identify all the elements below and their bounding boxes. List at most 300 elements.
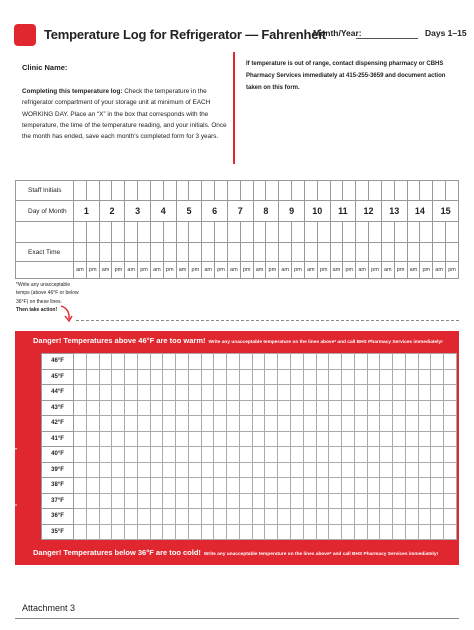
log-cell[interactable] [99,181,112,201]
temperature-cell[interactable] [393,462,406,478]
temperature-cell[interactable] [405,524,418,540]
temperature-cell[interactable] [239,400,252,416]
temperature-cell[interactable] [227,369,240,385]
log-cell[interactable] [292,243,305,262]
temperature-cell[interactable] [201,400,214,416]
temperature-cell[interactable] [214,478,227,494]
temperature-cell[interactable] [354,416,367,432]
temperature-cell[interactable] [125,431,138,447]
temperature-cell[interactable] [291,400,304,416]
temperature-cell[interactable] [444,478,457,494]
temperature-cell[interactable] [214,447,227,463]
log-cell[interactable] [356,243,369,262]
log-cell[interactable] [202,181,215,201]
temperature-cell[interactable] [137,431,150,447]
temperature-cell[interactable] [265,354,278,370]
temperature-cell[interactable] [431,447,444,463]
temperature-cell[interactable] [214,354,227,370]
log-cell[interactable] [125,181,138,201]
log-cell[interactable] [446,181,459,201]
temperature-cell[interactable] [137,493,150,509]
temperature-cell[interactable] [188,478,201,494]
temperature-cell[interactable] [431,369,444,385]
temperature-cell[interactable] [405,462,418,478]
log-cell[interactable] [74,243,87,262]
temperature-cell[interactable] [367,493,380,509]
temperature-cell[interactable] [444,447,457,463]
temperature-cell[interactable] [380,462,393,478]
temperature-cell[interactable] [303,431,316,447]
log-cell[interactable] [86,181,99,201]
log-cell[interactable] [292,181,305,201]
temperature-cell[interactable] [444,524,457,540]
temperature-cell[interactable] [239,369,252,385]
temperature-cell[interactable] [214,462,227,478]
temperature-cell[interactable] [252,385,265,401]
temperature-cell[interactable] [176,416,189,432]
log-cell[interactable] [446,243,459,262]
temperature-cell[interactable] [342,524,355,540]
temperature-cell[interactable] [278,447,291,463]
temperature-cell[interactable] [176,385,189,401]
temperature-cell[interactable] [137,369,150,385]
temperature-cell[interactable] [303,385,316,401]
temperature-cell[interactable] [278,493,291,509]
temperature-cell[interactable] [188,431,201,447]
temperature-cell[interactable] [201,354,214,370]
temperature-cell[interactable] [291,447,304,463]
temperature-cell[interactable] [214,524,227,540]
temperature-cell[interactable] [380,385,393,401]
temperature-cell[interactable] [125,524,138,540]
temperature-cell[interactable] [354,509,367,525]
log-cell[interactable] [189,181,202,201]
temperature-cell[interactable] [444,369,457,385]
temperature-cell[interactable] [201,385,214,401]
temperature-cell[interactable] [418,400,431,416]
temperature-cell[interactable] [86,462,99,478]
temperature-cell[interactable] [112,447,125,463]
temperature-cell[interactable] [354,354,367,370]
log-cell[interactable] [420,181,433,201]
log-cell[interactable] [215,243,228,262]
temperature-cell[interactable] [329,416,342,432]
temperature-cell[interactable] [405,493,418,509]
temperature-cell[interactable] [444,509,457,525]
temperature-cell[interactable] [265,416,278,432]
temperature-cell[interactable] [444,462,457,478]
temperature-cell[interactable] [74,524,87,540]
temperature-cell[interactable] [342,493,355,509]
temperature-cell[interactable] [176,493,189,509]
temperature-cell[interactable] [227,400,240,416]
temperature-cell[interactable] [265,509,278,525]
temperature-cell[interactable] [291,493,304,509]
temperature-cell[interactable] [239,385,252,401]
log-cell[interactable] [330,181,343,201]
temperature-cell[interactable] [393,416,406,432]
temperature-cell[interactable] [431,462,444,478]
temperature-cell[interactable] [393,478,406,494]
temperature-cell[interactable] [405,385,418,401]
log-cell[interactable] [304,222,317,243]
log-cell[interactable] [394,243,407,262]
temperature-cell[interactable] [354,400,367,416]
temperature-cell[interactable] [252,400,265,416]
log-cell[interactable] [86,222,99,243]
temperature-cell[interactable] [99,509,112,525]
temperature-cell[interactable] [86,431,99,447]
log-cell[interactable] [253,181,266,201]
temperature-cell[interactable] [291,431,304,447]
temperature-cell[interactable] [137,416,150,432]
temperature-cell[interactable] [354,493,367,509]
temperature-cell[interactable] [99,524,112,540]
temperature-cell[interactable] [99,416,112,432]
temperature-cell[interactable] [163,354,176,370]
temperature-cell[interactable] [291,385,304,401]
temperature-cell[interactable] [214,369,227,385]
temperature-cell[interactable] [227,493,240,509]
temperature-cell[interactable] [150,509,163,525]
log-cell[interactable] [356,181,369,201]
temperature-cell[interactable] [278,369,291,385]
temperature-cell[interactable] [303,354,316,370]
temperature-cell[interactable] [99,478,112,494]
log-cell[interactable] [99,222,112,243]
temperature-cell[interactable] [405,369,418,385]
temperature-cell[interactable] [227,431,240,447]
temperature-cell[interactable] [329,447,342,463]
temperature-cell[interactable] [405,416,418,432]
temperature-cell[interactable] [137,524,150,540]
temperature-cell[interactable] [176,400,189,416]
log-cell[interactable] [112,181,125,201]
temperature-cell[interactable] [380,478,393,494]
log-cell[interactable] [74,181,87,201]
temperature-cell[interactable] [150,369,163,385]
temperature-cell[interactable] [112,385,125,401]
temperature-cell[interactable] [112,509,125,525]
temperature-cell[interactable] [239,462,252,478]
temperature-cell[interactable] [150,462,163,478]
temperature-cell[interactable] [112,416,125,432]
temperature-cell[interactable] [431,509,444,525]
temperature-cell[interactable] [431,478,444,494]
temperature-cell[interactable] [239,478,252,494]
temperature-cell[interactable] [354,524,367,540]
temperature-cell[interactable] [227,416,240,432]
temperature-cell[interactable] [431,416,444,432]
temperature-cell[interactable] [163,431,176,447]
temperature-cell[interactable] [393,431,406,447]
temperature-cell[interactable] [278,462,291,478]
temperature-cell[interactable] [303,400,316,416]
temperature-cell[interactable] [418,354,431,370]
temperature-cell[interactable] [74,354,87,370]
temperature-cell[interactable] [329,400,342,416]
temperature-cell[interactable] [112,524,125,540]
temperature-cell[interactable] [278,416,291,432]
log-cell[interactable] [163,222,176,243]
temperature-cell[interactable] [252,493,265,509]
temperature-cell[interactable] [405,447,418,463]
temperature-cell[interactable] [265,431,278,447]
log-cell[interactable] [86,243,99,262]
temperature-cell[interactable] [239,447,252,463]
temperature-cell[interactable] [418,447,431,463]
temperature-cell[interactable] [99,369,112,385]
log-cell[interactable] [112,243,125,262]
temperature-cell[interactable] [150,478,163,494]
temperature-cell[interactable] [418,509,431,525]
temperature-cell[interactable] [354,385,367,401]
temperature-cell[interactable] [163,447,176,463]
temperature-cell[interactable] [252,462,265,478]
temperature-cell[interactable] [380,416,393,432]
temperature-cell[interactable] [74,385,87,401]
log-cell[interactable] [317,222,330,243]
temperature-cell[interactable] [418,416,431,432]
temperature-cell[interactable] [252,416,265,432]
log-cell[interactable] [343,243,356,262]
temperature-cell[interactable] [125,478,138,494]
temperature-cell[interactable] [278,354,291,370]
temperature-cell[interactable] [278,509,291,525]
temperature-cell[interactable] [86,400,99,416]
temperature-cell[interactable] [112,493,125,509]
temperature-cell[interactable] [137,462,150,478]
temperature-cell[interactable] [227,462,240,478]
temperature-cell[interactable] [137,354,150,370]
temperature-cell[interactable] [316,478,329,494]
temperature-cell[interactable] [74,400,87,416]
temperature-cell[interactable] [74,447,87,463]
temperature-cell[interactable] [431,400,444,416]
temperature-cell[interactable] [278,478,291,494]
temperature-cell[interactable] [74,493,87,509]
temperature-cell[interactable] [99,431,112,447]
log-cell[interactable] [150,243,163,262]
log-cell[interactable] [381,243,394,262]
temperature-cell[interactable] [150,400,163,416]
temperature-cell[interactable] [329,369,342,385]
temperature-cell[interactable] [99,385,112,401]
temperature-cell[interactable] [188,416,201,432]
log-cell[interactable] [189,222,202,243]
temperature-cell[interactable] [99,447,112,463]
temperature-cell[interactable] [86,524,99,540]
temperature-cell[interactable] [227,447,240,463]
temperature-cell[interactable] [137,400,150,416]
temperature-cell[interactable] [354,462,367,478]
temperature-cell[interactable] [163,400,176,416]
log-cell[interactable] [420,243,433,262]
temperature-cell[interactable] [291,369,304,385]
temperature-cell[interactable] [125,385,138,401]
temperature-cell[interactable] [418,493,431,509]
log-cell[interactable] [202,222,215,243]
temperature-cell[interactable] [188,385,201,401]
temperature-cell[interactable] [214,493,227,509]
temperature-cell[interactable] [176,478,189,494]
log-cell[interactable] [138,181,151,201]
temperature-cell[interactable] [278,431,291,447]
log-cell[interactable] [253,222,266,243]
temperature-cell[interactable] [367,478,380,494]
temperature-cell[interactable] [367,431,380,447]
temperature-cell[interactable] [291,509,304,525]
temperature-cell[interactable] [303,478,316,494]
temperature-cell[interactable] [239,431,252,447]
temperature-cell[interactable] [86,385,99,401]
temperature-cell[interactable] [201,524,214,540]
temperature-cell[interactable] [163,478,176,494]
temperature-cell[interactable] [99,493,112,509]
temperature-cell[interactable] [380,354,393,370]
temperature-cell[interactable] [393,385,406,401]
temperature-cell[interactable] [201,416,214,432]
temperature-cell[interactable] [86,509,99,525]
temperature-cell[interactable] [125,400,138,416]
temperature-cell[interactable] [316,431,329,447]
temperature-cell[interactable] [201,369,214,385]
temperature-cell[interactable] [112,400,125,416]
temperature-cell[interactable] [393,369,406,385]
temperature-cell[interactable] [239,416,252,432]
log-cell[interactable] [266,243,279,262]
log-cell[interactable] [279,222,292,243]
temperature-cell[interactable] [444,385,457,401]
temperature-cell[interactable] [176,509,189,525]
temperature-cell[interactable] [163,524,176,540]
log-cell[interactable] [279,181,292,201]
temperature-cell[interactable] [86,478,99,494]
month-year-field[interactable] [356,38,418,39]
temperature-cell[interactable] [444,431,457,447]
temperature-cell[interactable] [188,400,201,416]
log-cell[interactable] [279,243,292,262]
log-cell[interactable] [240,243,253,262]
temperature-cell[interactable] [329,509,342,525]
temperature-cell[interactable] [176,524,189,540]
temperature-cell[interactable] [291,524,304,540]
log-cell[interactable] [369,243,382,262]
temperature-cell[interactable] [380,524,393,540]
temperature-cell[interactable] [303,462,316,478]
temperature-cell[interactable] [405,478,418,494]
temperature-cell[interactable] [137,385,150,401]
temperature-cell[interactable] [163,385,176,401]
log-cell[interactable] [99,243,112,262]
temperature-cell[interactable] [431,493,444,509]
temperature-cell[interactable] [354,431,367,447]
log-cell[interactable] [253,243,266,262]
temperature-cell[interactable] [444,354,457,370]
log-cell[interactable] [317,181,330,201]
log-cell[interactable] [343,181,356,201]
temperature-cell[interactable] [303,524,316,540]
temperature-cell[interactable] [291,354,304,370]
temperature-cell[interactable] [163,509,176,525]
temperature-cell[interactable] [418,524,431,540]
temperature-cell[interactable] [367,462,380,478]
temperature-cell[interactable] [303,416,316,432]
temperature-cell[interactable] [278,385,291,401]
unacceptable-temps-line[interactable] [76,320,459,321]
log-cell[interactable] [138,243,151,262]
temperature-cell[interactable] [252,524,265,540]
temperature-cell[interactable] [99,462,112,478]
temperature-cell[interactable] [329,431,342,447]
temperature-cell[interactable] [329,462,342,478]
log-cell[interactable] [266,181,279,201]
log-cell[interactable] [330,222,343,243]
temperature-cell[interactable] [239,509,252,525]
log-cell[interactable] [112,222,125,243]
temperature-cell[interactable] [86,354,99,370]
temperature-cell[interactable] [112,354,125,370]
temperature-cell[interactable] [214,385,227,401]
log-cell[interactable] [150,222,163,243]
temperature-cell[interactable] [74,478,87,494]
log-cell[interactable] [163,243,176,262]
temperature-cell[interactable] [74,509,87,525]
log-cell[interactable] [304,181,317,201]
log-cell[interactable] [125,222,138,243]
temperature-cell[interactable] [316,385,329,401]
temperature-cell[interactable] [239,354,252,370]
temperature-cell[interactable] [291,478,304,494]
temperature-cell[interactable] [125,447,138,463]
temperature-cell[interactable] [444,416,457,432]
temperature-cell[interactable] [418,385,431,401]
temperature-cell[interactable] [380,493,393,509]
temperature-cell[interactable] [150,447,163,463]
log-cell[interactable] [215,181,228,201]
temperature-cell[interactable] [176,447,189,463]
temperature-cell[interactable] [367,509,380,525]
temperature-cell[interactable] [303,493,316,509]
temperature-cell[interactable] [201,478,214,494]
temperature-cell[interactable] [252,431,265,447]
temperature-cell[interactable] [316,354,329,370]
temperature-cell[interactable] [74,369,87,385]
temperature-cell[interactable] [278,400,291,416]
log-cell[interactable] [407,243,420,262]
temperature-cell[interactable] [112,369,125,385]
temperature-cell[interactable] [227,354,240,370]
temperature-cell[interactable] [201,493,214,509]
temperature-cell[interactable] [354,478,367,494]
temperature-cell[interactable] [74,416,87,432]
temperature-cell[interactable] [125,416,138,432]
log-cell[interactable] [240,222,253,243]
temperature-cell[interactable] [291,416,304,432]
temperature-cell[interactable] [86,447,99,463]
temperature-cell[interactable] [380,369,393,385]
temperature-cell[interactable] [214,400,227,416]
temperature-cell[interactable] [393,509,406,525]
temperature-cell[interactable] [188,493,201,509]
temperature-cell[interactable] [380,447,393,463]
temperature-cell[interactable] [188,462,201,478]
temperature-cell[interactable] [418,369,431,385]
temperature-cell[interactable] [316,524,329,540]
log-cell[interactable] [407,181,420,201]
temperature-cell[interactable] [188,524,201,540]
temperature-cell[interactable] [99,400,112,416]
